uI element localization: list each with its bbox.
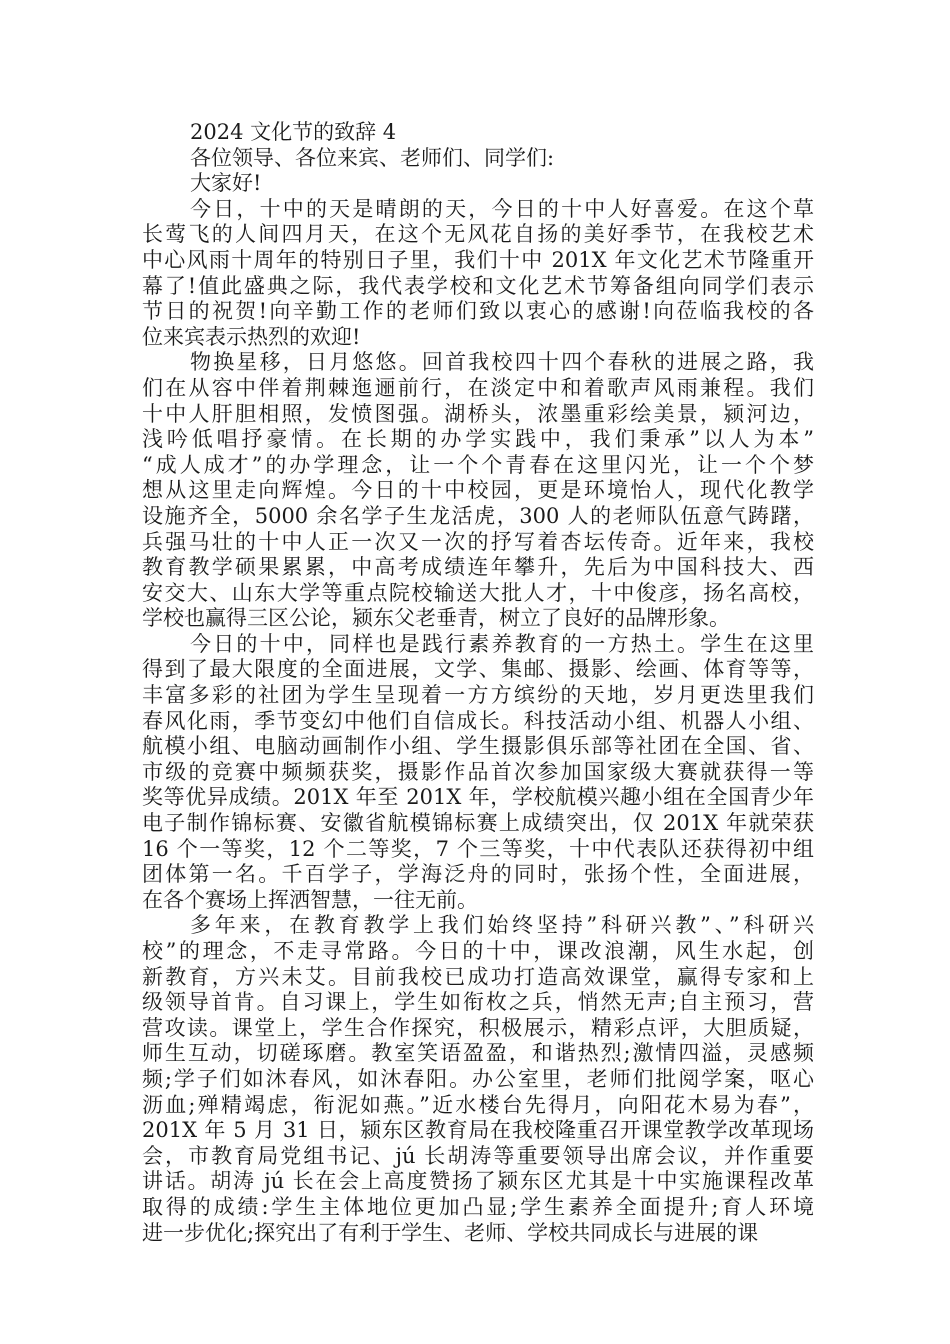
paragraph-line: 今日，十中的天是晴朗的天，今日的十中人好喜爱。在这个草 <box>190 196 814 221</box>
paragraph-list <box>142 197 814 1246</box>
paragraph-line: 营攻读。课堂上，学生合作探究，积极展示，精彩点评，大胆质疑， <box>142 1015 814 1040</box>
paragraph-line: 教育教学硕果累累，中高考成绩连年攀升，先后为中国科技大、西 <box>142 555 814 580</box>
paragraph-line: 新教育，方兴未艾。目前我校已成功打造高效课堂，赢得专家和上 <box>142 964 814 989</box>
salutation: 各位领导、各位来宾、老师们、同学们: <box>190 145 555 170</box>
paragraph <box>142 913 814 1246</box>
paragraph-line: 今日的十中，同样也是践行素养教育的一方热土。学生在这里 <box>190 631 814 656</box>
paragraph-line: 校”的理念，不走寻常路。今日的十中，课改浪潮，风生水起，创 <box>142 939 814 963</box>
paragraph-line: 安交大、山东大学等重点院校输送大批人才，十中俊彦，扬名高校， <box>142 580 814 605</box>
paragraph-line: 进一步优化;探究出了有利于学生、老师、学校共同成长与进展的课 <box>142 1220 759 1245</box>
paragraph-line: “成人成才”的办学理念，让一个个青春在这里闪光，让一个个梦 <box>142 452 814 477</box>
paragraph-line: 幕了!值此盛典之际，我代表学校和文化艺术节筹备组向同学们表示 <box>142 273 814 298</box>
paragraph-line: 春风化雨，季节变幻中他们自信成长。科技活动小组、机器人小组、 <box>142 708 814 733</box>
paragraph-line: 市级的竞赛中频频获奖，摄影作品首次参加国家级大赛就获得一等 <box>142 759 814 784</box>
paragraph-line: 取得的成绩:学生主体地位更加凸显;学生素养全面提升;育人环境 <box>142 1194 814 1219</box>
paragraph-line: 中心风雨十周年的特别日子里，我们十中 201X 年文化艺术节隆重开 <box>142 247 814 272</box>
paragraph-line: 得到了最大限度的全面进展，文学、集邮、摄影、绘画、体育等等， <box>142 657 814 682</box>
document-title: 2024 文化节的致辞 4 <box>190 120 397 144</box>
paragraph-line: 节日的祝贺!向辛勤工作的老师们致以衷心的感谢!向莅临我校的各 <box>142 299 814 324</box>
paragraph-line: 位来宾表示热烈的欢迎! <box>142 324 361 349</box>
paragraph-line: 长莺飞的人间四月天，在这个无风花自扬的美好季节，在我校艺术 <box>142 222 814 247</box>
paragraph-line: 讲话。胡涛 jú 长在会上高度赞扬了颍东区尤其是十中实施课程改革 <box>142 1169 814 1194</box>
paragraph-line: 沥血;殚精竭虑，衔泥如燕。”近水楼台先得月，向阳花木易为春”， <box>142 1092 814 1117</box>
paragraph-line: 十中人肝胆相照，发愤图强。湖桥头，浓墨重彩绘美景，颍河边， <box>142 401 814 426</box>
paragraph-line: 电子制作锦标赛、安徽省航模锦标赛上成绩突出，仅 201X 年就荣获 <box>142 811 814 836</box>
paragraph-line: 级领导首肯。自习课上，学生如衔枚之兵，悄然无声;自主预习，营 <box>142 990 814 1015</box>
paragraph-line: 频;学子们如沐春风，如沐春阳。办公室里，老师们批阅学案，呕心 <box>142 1066 814 1091</box>
paragraph-line: 们在从容中伴着荆棘迤逦前行，在淡定中和着歌声风雨兼程。我们 <box>142 375 814 400</box>
paragraph-line: 201X 年 5 月 31 日，颍东区教育局在我校隆重召开课堂教学改革现场 <box>142 1118 814 1143</box>
paragraph-line: 会，市教育局党组书记、jú 长胡涛等重要领导出席会议，并作重要 <box>142 1143 814 1168</box>
paragraph-line: 航模小组、电脑动画制作小组、学生摄影俱乐部等社团在全国、省、 <box>142 734 814 759</box>
paragraph-line: 师生互动，切磋琢磨。教室笑语盈盈，和谐热烈;激情四溢，灵感频 <box>142 1041 814 1066</box>
paragraph <box>142 197 814 351</box>
paragraph-line: 想从这里走向辉煌。今日的十中校园，更是环境怡人，现代化教学 <box>142 478 814 503</box>
paragraph-line: 奖等优异成绩。201X 年至 201X 年，学校航模兴趣小组在全国青少年 <box>142 785 814 810</box>
paragraph-line: 浅吟低唱抒豪情。在长期的办学实践中，我们秉承”以人为本” <box>142 427 814 452</box>
paragraph <box>142 350 814 632</box>
paragraph-line: 兵强马壮的十中人正一次又一次的抒写着杏坛传奇。近年来，我校 <box>142 529 814 554</box>
paragraph-line: 物换星移，日月悠悠。回首我校四十四个春秋的进展之路，我 <box>190 350 814 375</box>
paragraph <box>142 632 814 914</box>
greeting: 大家好! <box>190 171 262 196</box>
paragraph-line: 设施齐全，5000 余名学子生龙活虎，300 人的老师队伍意气踌躇， <box>142 503 814 528</box>
paragraph-line: 16 个一等奖，12 个二等奖，7 个三等奖，十中代表队还获得初中组 <box>142 836 814 861</box>
paragraph-line: 团体第一名。千百学子，学海泛舟的同时，张扬个性，全面进展， <box>142 862 814 887</box>
document-body <box>142 120 814 1246</box>
paragraph-line: 多年来，在教育教学上我们始终坚持”科研兴教”、”科研兴 <box>190 913 814 938</box>
paragraph-line: 学校也赢得三区公论，颍东父老垂青，树立了良好的品牌形象。 <box>142 606 730 631</box>
paragraph-line: 在各个赛场上挥洒智慧，一往无前。 <box>142 887 478 912</box>
paragraph-line: 丰富多彩的社团为学生呈现着一方方缤纷的天地，岁月更迭里我们 <box>142 683 814 708</box>
